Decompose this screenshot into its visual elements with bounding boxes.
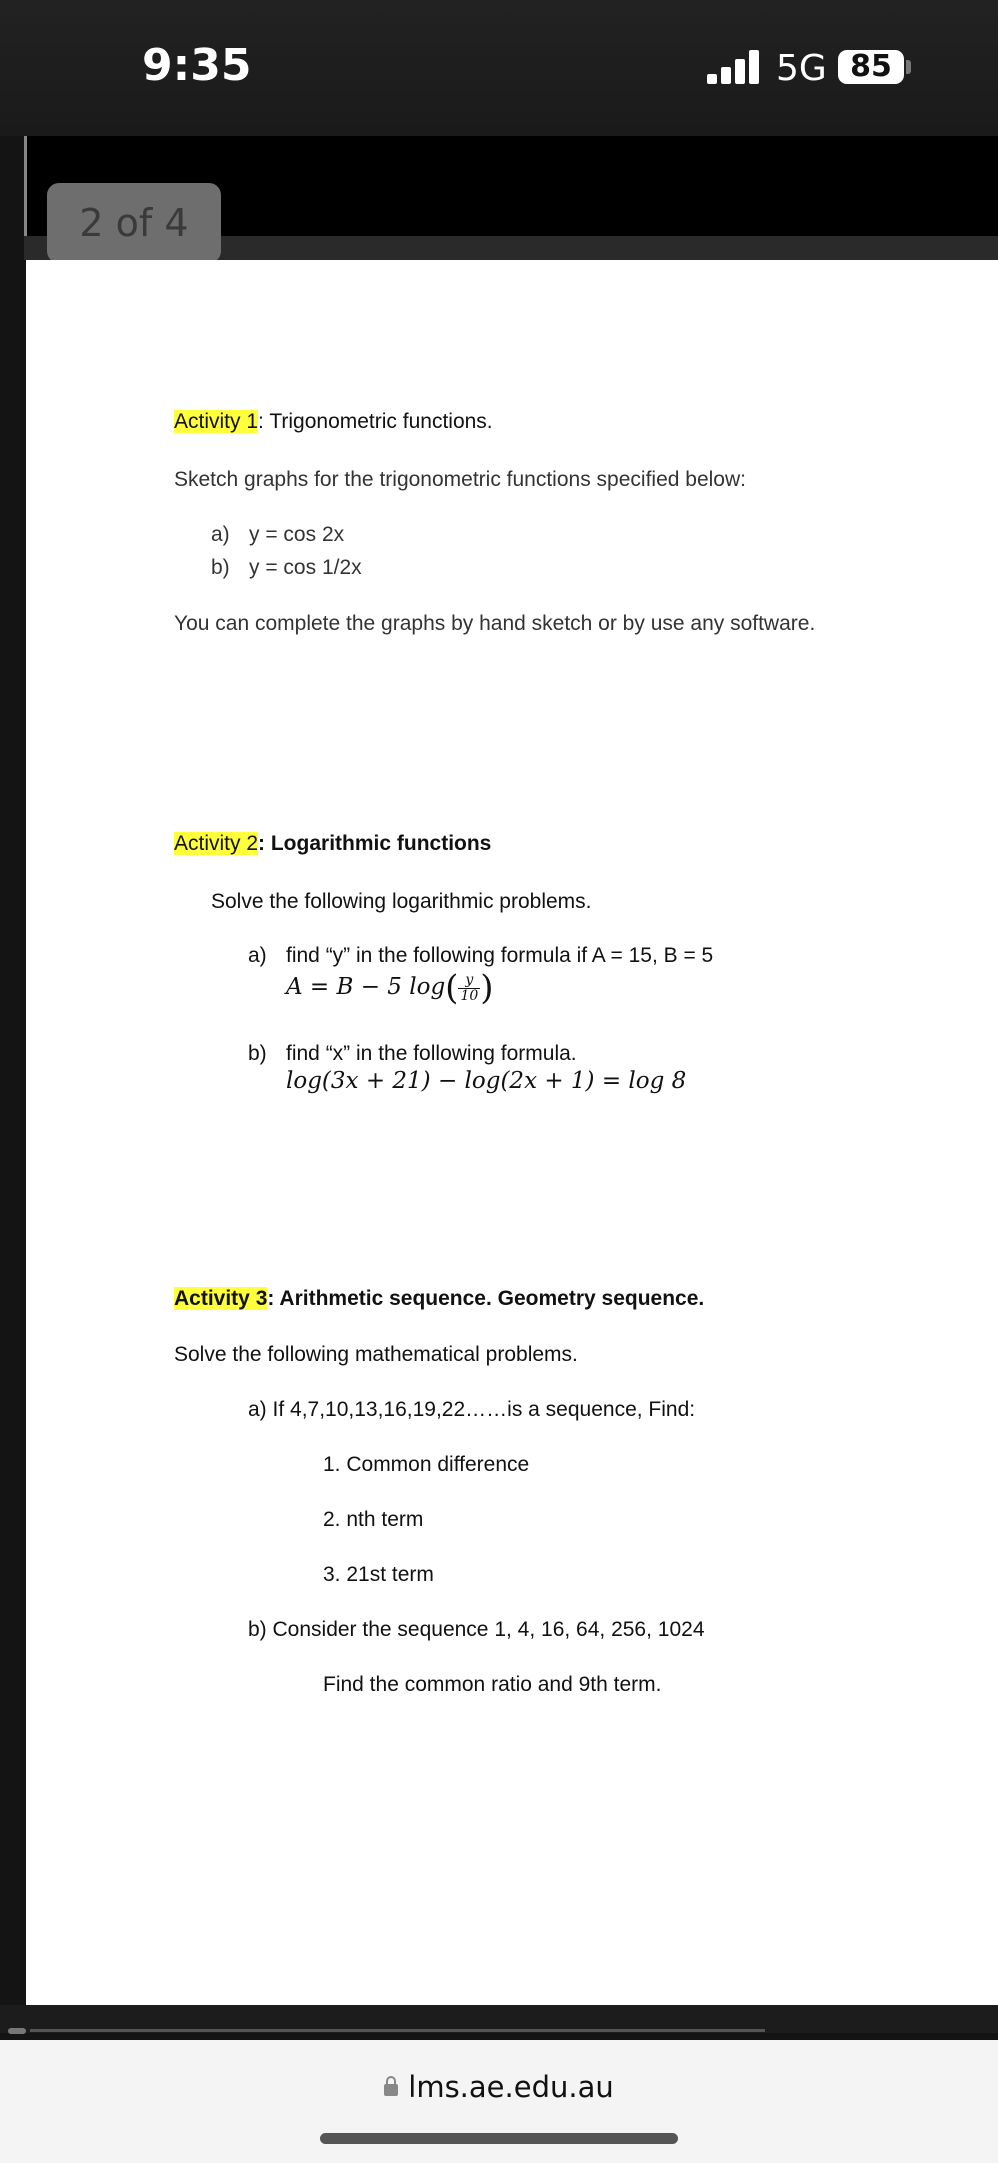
fraction-numerator: y [458, 973, 480, 989]
url-display[interactable] [0, 2070, 998, 2104]
fraction-denominator: 10 [460, 987, 479, 1004]
viewer-edge [24, 136, 27, 236]
activity2-item-a [248, 944, 713, 968]
battery-icon: 85 [838, 50, 904, 84]
fraction [458, 973, 480, 1004]
scroll-track[interactable] [30, 2029, 765, 2032]
activity3-subitem-2: 2. nth term [323, 1508, 424, 1531]
activity3-item-a: a) If 4,7,10,13,16,19,22……is a sequence, Find: [248, 1398, 696, 1421]
list-item-text: y = cos 2x [249, 523, 345, 546]
activity3-subitem-1: 1. Common difference [323, 1453, 530, 1476]
activity3-item-b: b) Consider the sequence 1, 4, 16, 64, 256, 1024 [248, 1618, 705, 1641]
formula-b: log(3x + 21) − log(2x + 1) = log 8 [286, 1068, 687, 1094]
network-type: 5G [776, 48, 827, 89]
activity3-instruction: Solve the following mathematical problems. [174, 1343, 578, 1366]
activity2-instruction: Solve the following logarithmic problems. [211, 890, 592, 913]
list-item-text: find “x” in the following formula. [286, 1042, 577, 1065]
activity2-label: Activity 2 [174, 832, 259, 855]
activity3-subitem-3: 3. 21st term [323, 1563, 434, 1586]
url-text[interactable]: lms.ae.edu.au [408, 2070, 614, 2104]
formula-a [286, 968, 494, 1008]
list-marker: a) [211, 523, 230, 546]
list-marker: a) [248, 944, 267, 967]
activity1-heading [174, 410, 493, 434]
paren-open: ( [445, 968, 459, 1008]
activity3-title: : Arithmetic sequence. Geometry sequence. [267, 1287, 705, 1310]
activity1-item-a [211, 523, 344, 547]
activity3-item-b-task: Find the common ratio and 9th term. [323, 1673, 662, 1696]
activity2-title: : Logarithmic functions [258, 832, 492, 855]
page-indicator: 2 of 4 [47, 183, 221, 263]
document-page[interactable] [26, 260, 998, 2005]
status-time: 9:35 [142, 40, 252, 91]
list-item-text: y = cos 1/2x [249, 556, 362, 579]
activity1-item-b [211, 556, 362, 580]
list-marker: b) [248, 1042, 267, 1065]
signal-strength-icon [707, 50, 759, 84]
activity1-title: : Trigonometric functions. [258, 410, 493, 433]
formula-lhs: A = B − 5 log [286, 974, 446, 1000]
activity2-heading [174, 832, 491, 856]
status-bar [0, 0, 998, 136]
paren-close: ) [480, 968, 494, 1008]
list-marker: b) [211, 556, 230, 579]
activity1-note: You can complete the graphs by hand sketch or by use any software. [174, 612, 816, 635]
activity3-label: Activity 3 [174, 1287, 268, 1310]
activity1-instruction: Sketch graphs for the trigonometric functions specified below: [174, 468, 746, 491]
activity2-item-b [248, 1042, 577, 1066]
address-bar[interactable] [0, 2040, 998, 2163]
home-indicator[interactable] [320, 2133, 678, 2144]
activity1-label: Activity 1 [174, 410, 259, 433]
activity3-heading [174, 1287, 704, 1311]
battery-cap [906, 60, 911, 74]
list-item-text: find “y” in the following formula if A = 15, B = 5 [286, 944, 714, 967]
lock-icon [384, 2084, 398, 2096]
scroll-indicator[interactable] [8, 2028, 26, 2034]
